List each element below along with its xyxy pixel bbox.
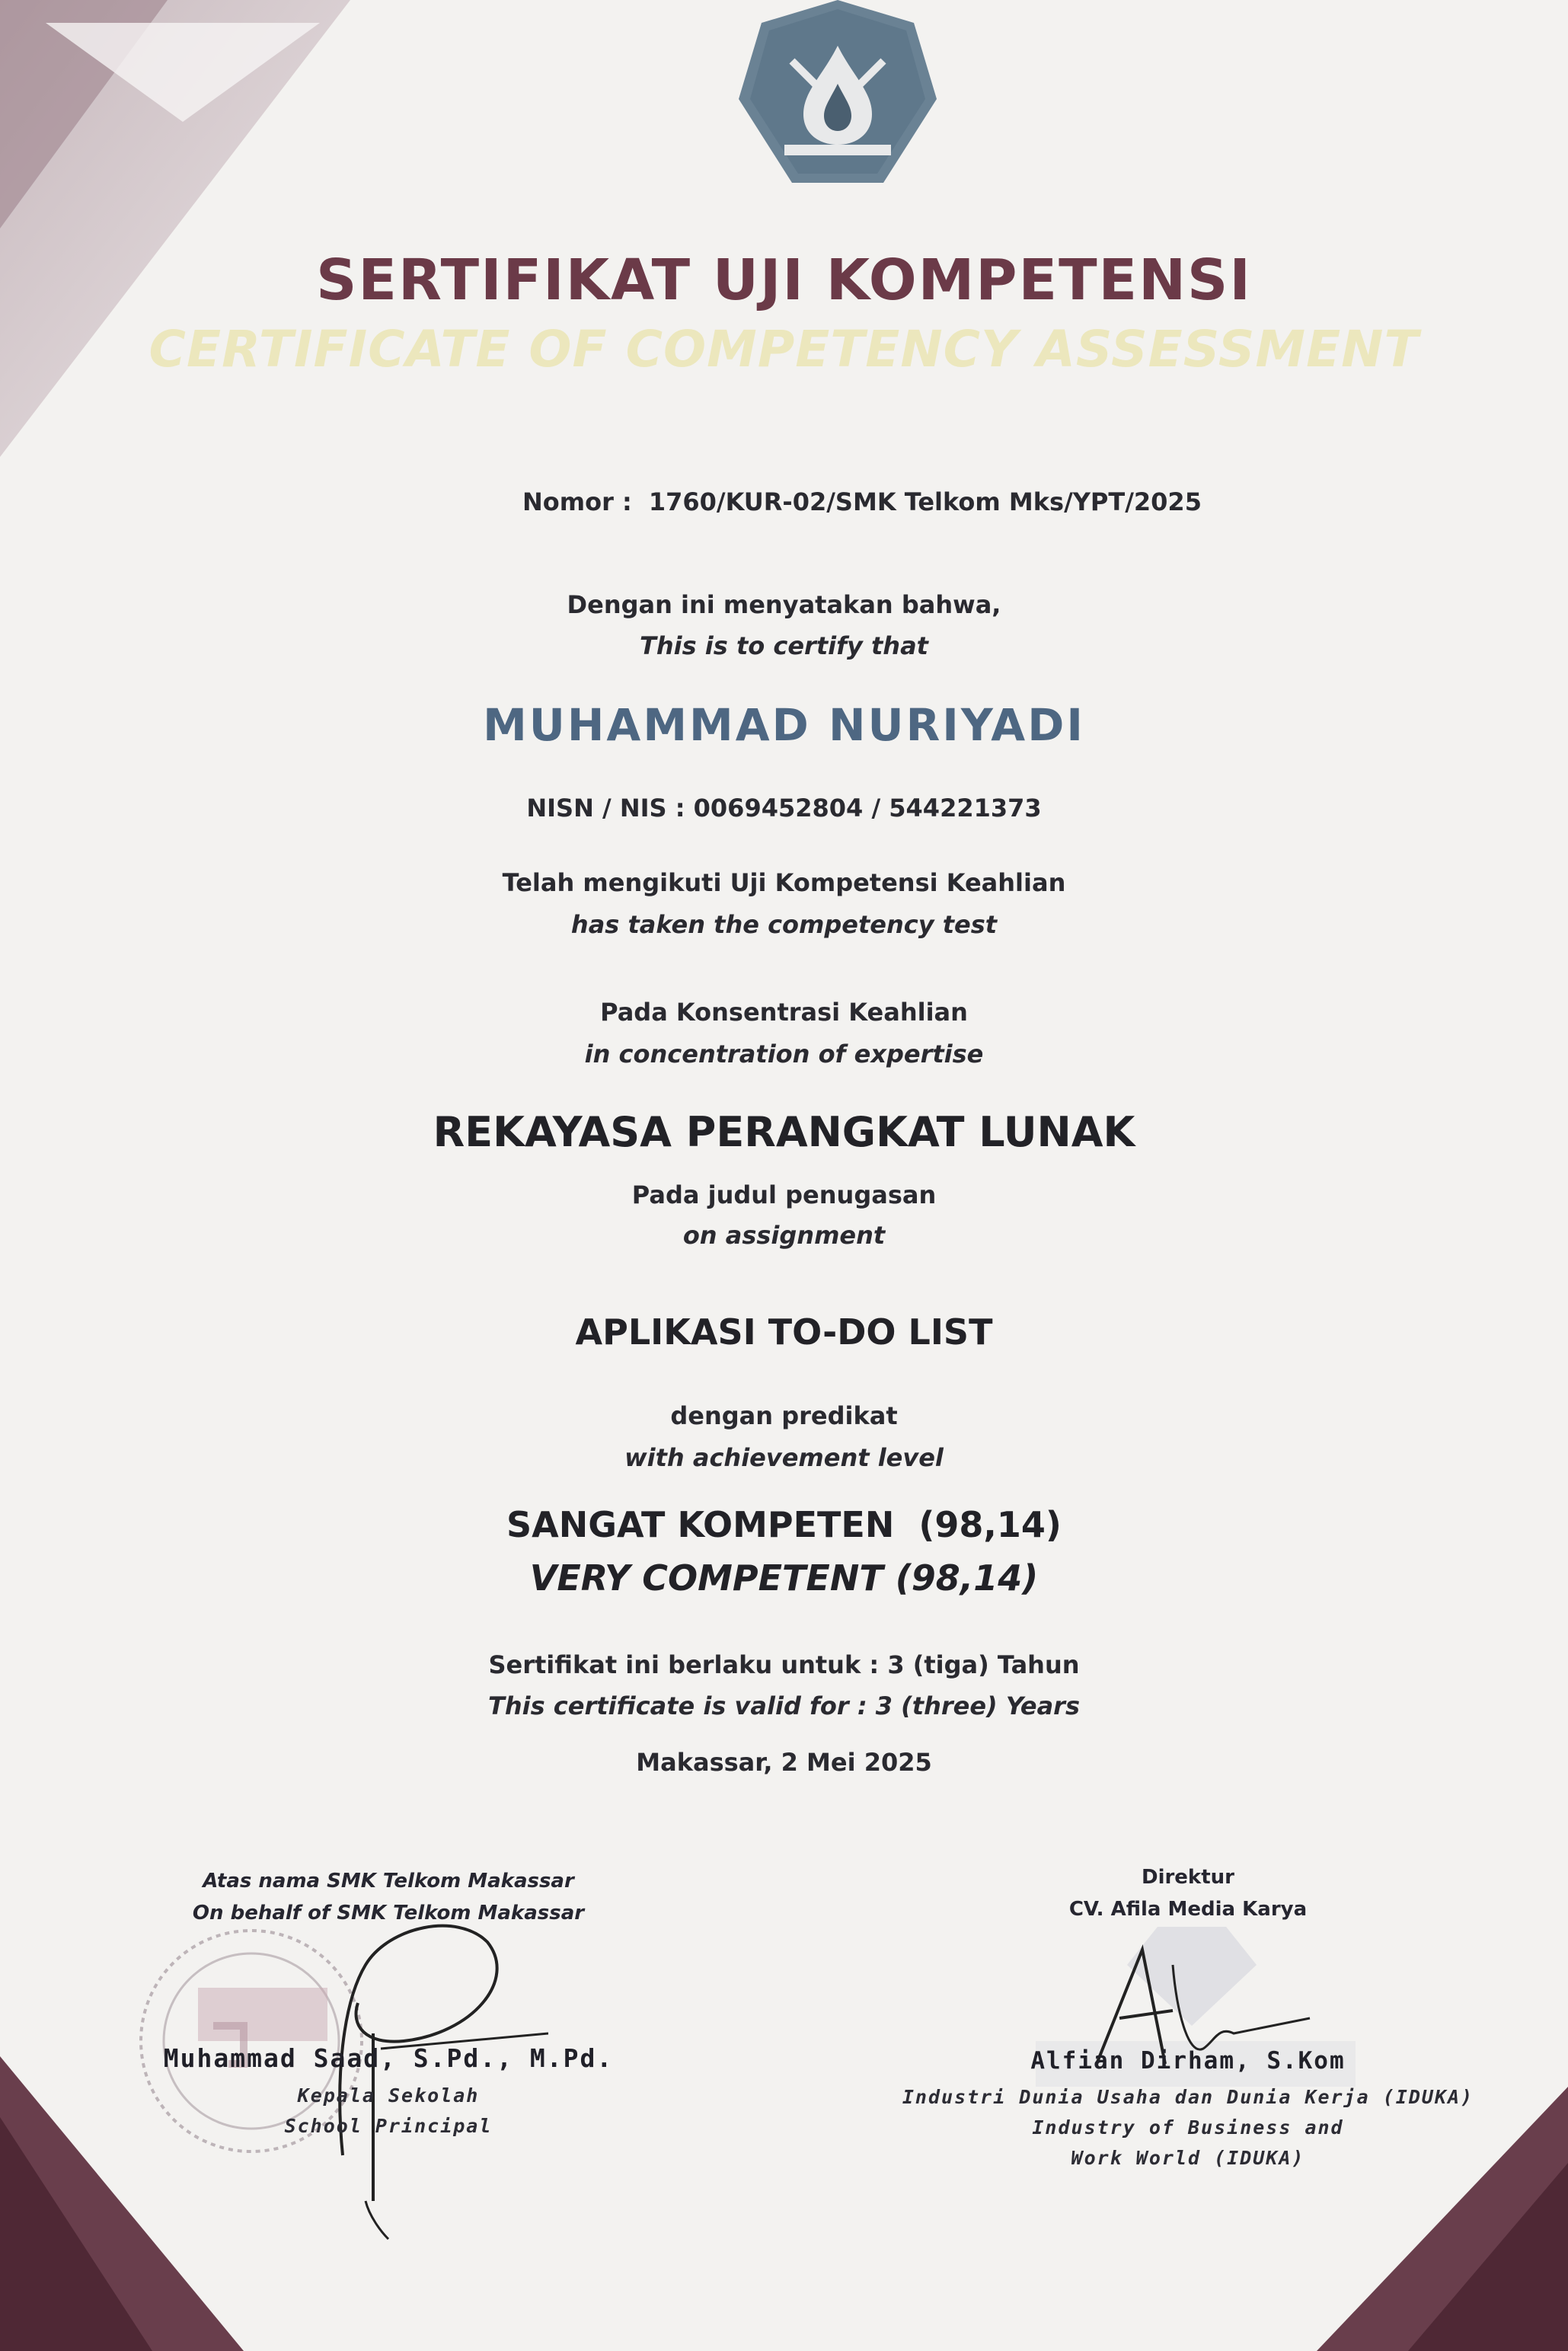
predicate-value-id: SANGAT KOMPETEN (98,14) (506, 1504, 1062, 1545)
signatory-right (845, 1862, 1531, 2174)
signatory-left (114, 1866, 663, 2142)
signatory-left-name: Muhammad Saad, S.Pd., M.Pd. (163, 2043, 614, 2074)
intro-text-en: This is to certify that (640, 631, 928, 660)
signatory-left-role-en: School Principal (284, 2115, 493, 2138)
certificate-subtitle: CERTIFICATE OF COMPETENCY ASSESSMENT (148, 320, 1420, 379)
assignment-label-id: Pada judul penugasan (631, 1180, 937, 1209)
intro-text-id: Dengan ini menyatakan bahwa, (567, 590, 1001, 619)
tut-wuri-handayani-emblem-icon (731, 0, 944, 187)
taken-text-id: Telah mengikuti Uji Kompetensi Keahlian (502, 868, 1066, 897)
predicate-value-en: VERY COMPETENT (98,14) (529, 1557, 1039, 1599)
signatory-right-line1: Direktur (1141, 1866, 1234, 1889)
recipient-name: MUHAMMAD NURIYADI (483, 699, 1085, 751)
signatory-right-name: Alfian Dirham, S.Kom (1030, 2047, 1346, 2075)
signatory-left-line1: Atas nama SMK Telkom Makassar (203, 1870, 574, 1893)
validity-text-en: This certificate is valid for : 3 (three) Years (488, 1691, 1080, 1720)
signatory-left-line2: On behalf of SMK Telkom Makassar (192, 1901, 585, 1925)
concentration-label-en: in concentration of expertise (584, 1040, 984, 1068)
validity-text-id: Sertifikat ini berlaku untuk : 3 (tiga) Tahun (488, 1650, 1080, 1679)
recipient-nisn: NISN / NIS : 0069452804 / 544221373 (526, 794, 1042, 823)
signatory-right-role-line1: Industri Dunia Usaha dan Dunia Kerja (IDUKA) (902, 2086, 1474, 2109)
certificate-number-value: 1760/KUR-02/SMK Telkom Mks/YPT/2025 (648, 487, 1202, 516)
signatory-right-role-line3: Work World (IDUKA) (1071, 2147, 1305, 2170)
concentration-value: REKAYASA PERANGKAT LUNAK (433, 1108, 1135, 1156)
predicate-label-en: with achievement level (624, 1443, 944, 1472)
signatory-right-role-line2: Industry of Business and (1032, 2116, 1344, 2139)
predicate-label-id: dengan predikat (670, 1401, 898, 1430)
corner-decoration-top-left (0, 0, 350, 472)
certificate-number (522, 487, 1202, 516)
concentration-label-id: Pada Konsentrasi Keahlian (600, 998, 968, 1027)
signatory-left-role-id: Kepala Sekolah (297, 2084, 480, 2107)
taken-text-en: has taken the competency test (570, 910, 998, 939)
certificate-title: SERTIFIKAT UJI KOMPETENSI (316, 248, 1252, 313)
assignment-value: APLIKASI TO-DO LIST (575, 1311, 993, 1353)
signatory-right-line2: CV. Afila Media Karya (1068, 1897, 1308, 1921)
certificate-number-label: Nomor : (522, 487, 632, 516)
place-date: Makassar, 2 Mei 2025 (636, 1748, 932, 1777)
assignment-label-en: on assignment (682, 1221, 886, 1250)
